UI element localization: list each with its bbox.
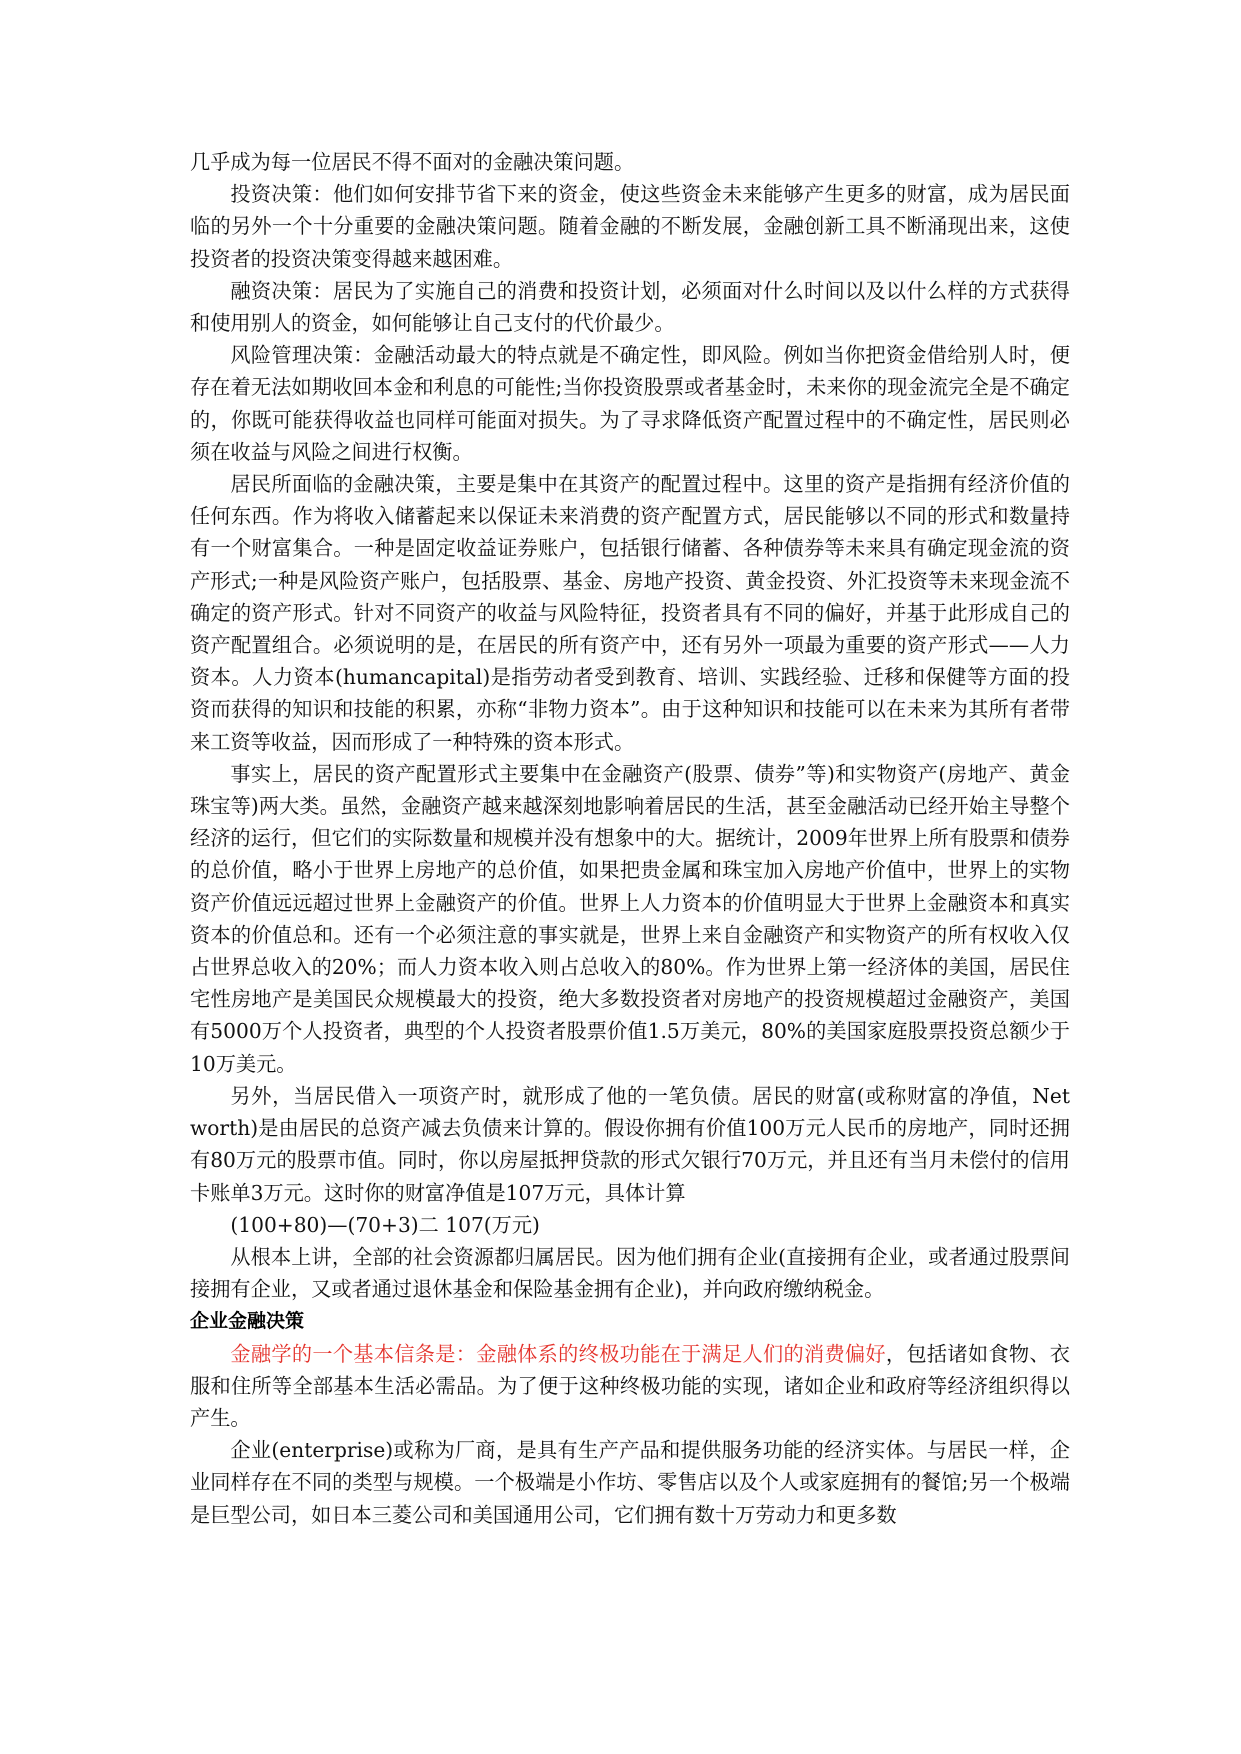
document-body (190, 146, 1070, 1531)
paragraph-financing-decision: 融资决策：居民为了实施自己的消费和投资计划，必须面对什么时间以及以什么样的方式获得和使用别人的资金，如何能够让自己支付的代价最少。 (190, 278, 1070, 336)
paragraph-net-worth: 另外，当居民借入一项资产时，就形成了他的一笔负债。居民的财富(或称财富的净值，Net worth)是由居民的总资产减去负债来计算的。假设你拥有价值100万元人民币的房地产，同时还拥有80万元的股票市值。同时，你以房屋抵押贷款的形式欠银行70万元，并且还有当月未偿付的信用卡账单3万元。这时你的财富净值是107万元，具体计算 (190, 1083, 1070, 1205)
formula-net-worth: (100+80)—(70+3)二 107(万元) (230, 1212, 540, 1237)
paragraph-basic-tenet (190, 1338, 1070, 1435)
paragraph-asset-forms: 事实上，居民的资产配置形式主要集中在金融资产(股票、债券”等)和实物资产(房地产、黄金珠宝等)两大类。虽然，金融资产越来越深刻地影响着居民的生活，甚至金融活动已经开始主导整个经济的运行，但它们的实际数量和规模并没有想象中的大。据统计，2009年世界上所有股票和债券的总价值，略小于世界上房地产的总价值，如果把贵金属和珠宝加入房地产价值中，世界上的实物资产价值远远超过世界上金融资产的价值。世界上人力资本的价值明显大于世界上金融资本和真实资本的价值总和。还有一个必须注意的事实就是，世界上来自金融资产和实物资产的所有权收入仅占世界总收入的20%；而人力资本收入则占总收入的80%。作为世界上第一经济体的美国，居民住宅性房地产是美国民众规模最大的投资，绝大多数投资者对房地产的投资规模超过金融资产，美国有5000万个人投资者，典型的个人投资者股票价值1.5万美元，80%的美国家庭股票投资总额少于10万美元。 (190, 761, 1070, 1076)
paragraph-text: ，包括诸如食物、衣服和住所等全部基本生活必需品。为了便于这种终极功能的实现，诸如企业和政府等经济组织得以产生。 (190, 1341, 1070, 1430)
paragraph-social-resources: 从根本上讲，全部的社会资源都归属居民。因为他们拥有企业(直接拥有企业，或者通过股票间接拥有企业，又或者通过退休基金和保险基金拥有企业)，并向政府缴纳税金。 (190, 1244, 1070, 1302)
highlighted-text: 金融学的一个基本信条是：金融体系的终极功能在于满足人们的消费偏好 (230, 1341, 886, 1366)
paragraph-continuation: 几乎成为每一位居民不得不面对的金融决策问题。 (190, 150, 635, 174)
section-heading: 企业金融决策 (190, 1310, 305, 1333)
paragraph-investment-decision: 投资决策：他们如何安排节省下来的资金，使这些资金未来能够产生更多的财富，成为居民面临的另外一个十分重要的金融决策问题。随着金融的不断发展，金融创新工具不断涌现出来，这使投资者的投资决策变得越来越困难。 (190, 182, 1070, 271)
paragraph-asset-allocation: 居民所面临的金融决策，主要是集中在其资产的配置过程中。这里的资产是指拥有经济价值的任何东西。作为将收入储蓄起来以保证未来消费的资产配置方式，居民能够以不同的形式和数量持有一个财富集合。一种是固定收益证券账户，包括银行储蓄、各种债券等未来具有确定现金流的资产形式;一种是风险资产账户，包括股票、基金、房地产投资、黄金投资、外汇投资等未来现金流不确定的资产形式。针对不同资产的收益与风险特征，投资者具有不同的偏好，并基于此形成自己的资产配置组合。必须说明的是，在居民的所有资产中，还有另外一项最为重要的资产形式——人力资本。人力资本(humancapital)是指劳动者受到教育、培训、实践经验、迁移和保健等方面的投资而获得的知识和技能的积累，亦称“非物力资本”。由于这种知识和技能可以在未来为其所有者带来工资等收益，因而形成了一种特殊的资本形式。 (190, 472, 1070, 754)
paragraph-enterprise: 企业(enterprise)或称为厂商，是具有生产产品和提供服务功能的经济实体。与居民一样，企业同样存在不同的类型与规模。一个极端是小作坊、零售店以及个人或家庭拥有的餐馆;另一个极端是巨型公司，如日本三菱公司和美国通用公司，它们拥有数十万劳动力和更多数 (190, 1438, 1070, 1527)
paragraph-risk-management-decision: 风险管理决策：金融活动最大的特点就是不确定性，即风险。例如当你把资金借给别人时，便存在着无法如期收回本金和利息的可能性;当你投资股票或者基金时，未来你的现金流完全是不确定的，你既可能获得收益也同样可能面对损失。为了寻求降低资产配置过程中的不确定性，居民则必须在收益与风险之间进行权衡。 (190, 343, 1070, 464)
